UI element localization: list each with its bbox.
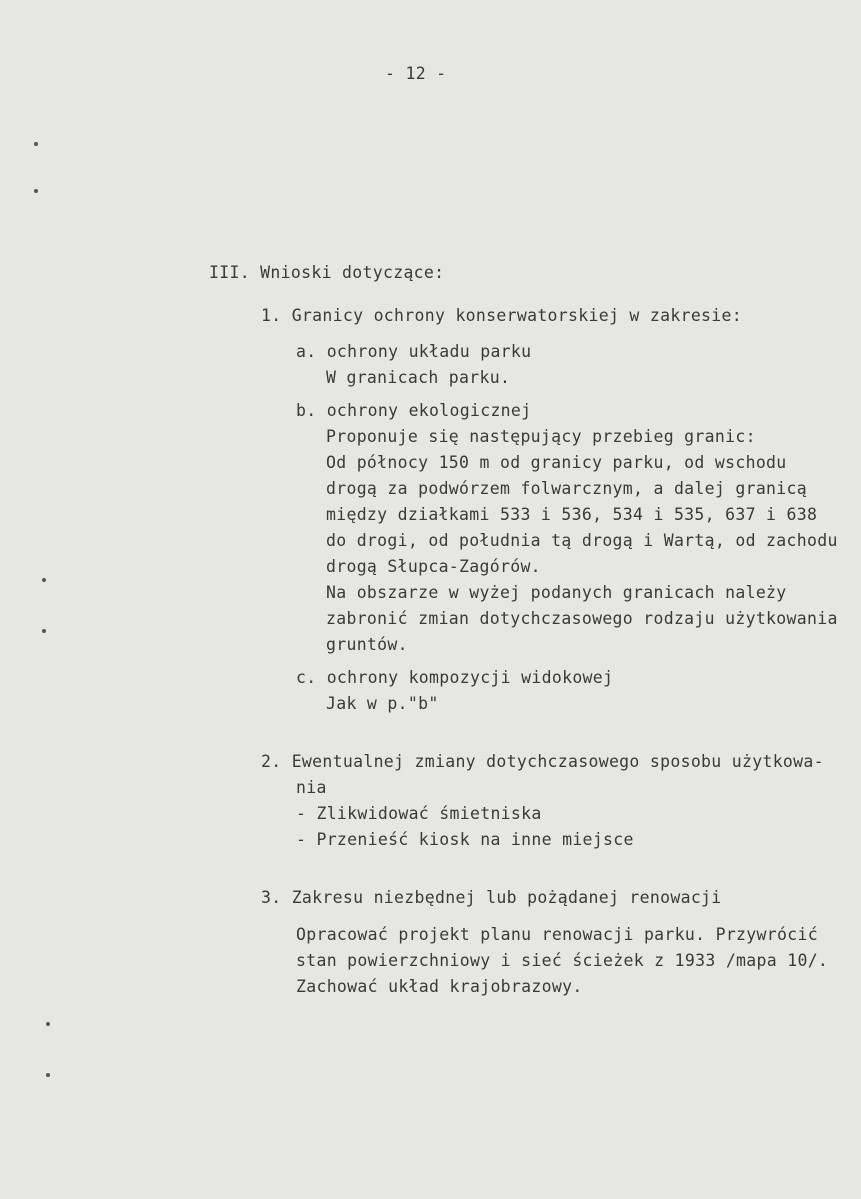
item1-b-body-line: Proponuje się następujący przebieg granic: bbox=[326, 427, 756, 446]
item1-b-body-line: drogą Słupca-Zagórów. bbox=[326, 557, 541, 576]
item1-b-body-line: między działkami 533 i 536, 534 i 535, 637 i 638 bbox=[326, 505, 818, 524]
item1-b-body-line: Na obszarze w wyżej podanych granicach należy bbox=[326, 583, 787, 602]
item1-b-body-line: drogą za podwórzem folwarcznym, a dalej granicą bbox=[326, 479, 807, 498]
item1-b-title: b. ochrony ekologicznej bbox=[296, 401, 532, 420]
item3-body-line: Opracować projekt planu renowacji parku. Przywrócić bbox=[296, 925, 818, 944]
punch-hole-mark bbox=[46, 1022, 50, 1026]
item1-b-body-line: Od północy 150 m od granicy parku, od wschodu bbox=[326, 453, 787, 472]
item1-b-body-line: do drogi, od południa tą drogą i Wartą, od zachodu bbox=[326, 531, 838, 550]
punch-hole-mark bbox=[42, 578, 46, 582]
item1-a-body-line: W granicach parku. bbox=[326, 368, 511, 387]
item2-title: 2. Ewentualnej zmiany dotychczasowego sposobu użytkowa- bbox=[261, 752, 824, 771]
punch-hole-mark bbox=[42, 629, 46, 633]
section-heading: III. Wnioski dotyczące: bbox=[209, 263, 445, 282]
item2-bullet: - Zlikwidować śmietniska bbox=[296, 804, 542, 823]
punch-hole-mark bbox=[34, 142, 38, 146]
item3-title: 3. Zakresu niezbędnej lub pożądanej renowacji bbox=[261, 888, 722, 907]
item2-title-continuation: nia bbox=[296, 778, 327, 797]
page-number: - 12 - bbox=[385, 64, 447, 83]
punch-hole-mark bbox=[34, 189, 38, 193]
item1-title: 1. Granicy ochrony konserwatorskiej w zakresie: bbox=[261, 306, 742, 325]
item2-bullet: - Przenieść kiosk na inne miejsce bbox=[296, 830, 634, 849]
item3-body-line: Zachować układ krajobrazowy. bbox=[296, 977, 583, 996]
item3-body-line: stan powierzchniowy i sieć ścieżek z 1933 /mapa 10/. bbox=[296, 951, 829, 970]
punch-hole-mark bbox=[46, 1073, 50, 1077]
item1-b-body-line: zabronić zmian dotychczasowego rodzaju użytkowania bbox=[326, 609, 838, 628]
item1-c-title: c. ochrony kompozycji widokowej bbox=[296, 668, 614, 687]
item1-a-title: a. ochrony układu parku bbox=[296, 342, 532, 361]
item1-c-body-line: Jak w p."b" bbox=[326, 694, 439, 713]
item1-b-body-line: gruntów. bbox=[326, 635, 408, 654]
